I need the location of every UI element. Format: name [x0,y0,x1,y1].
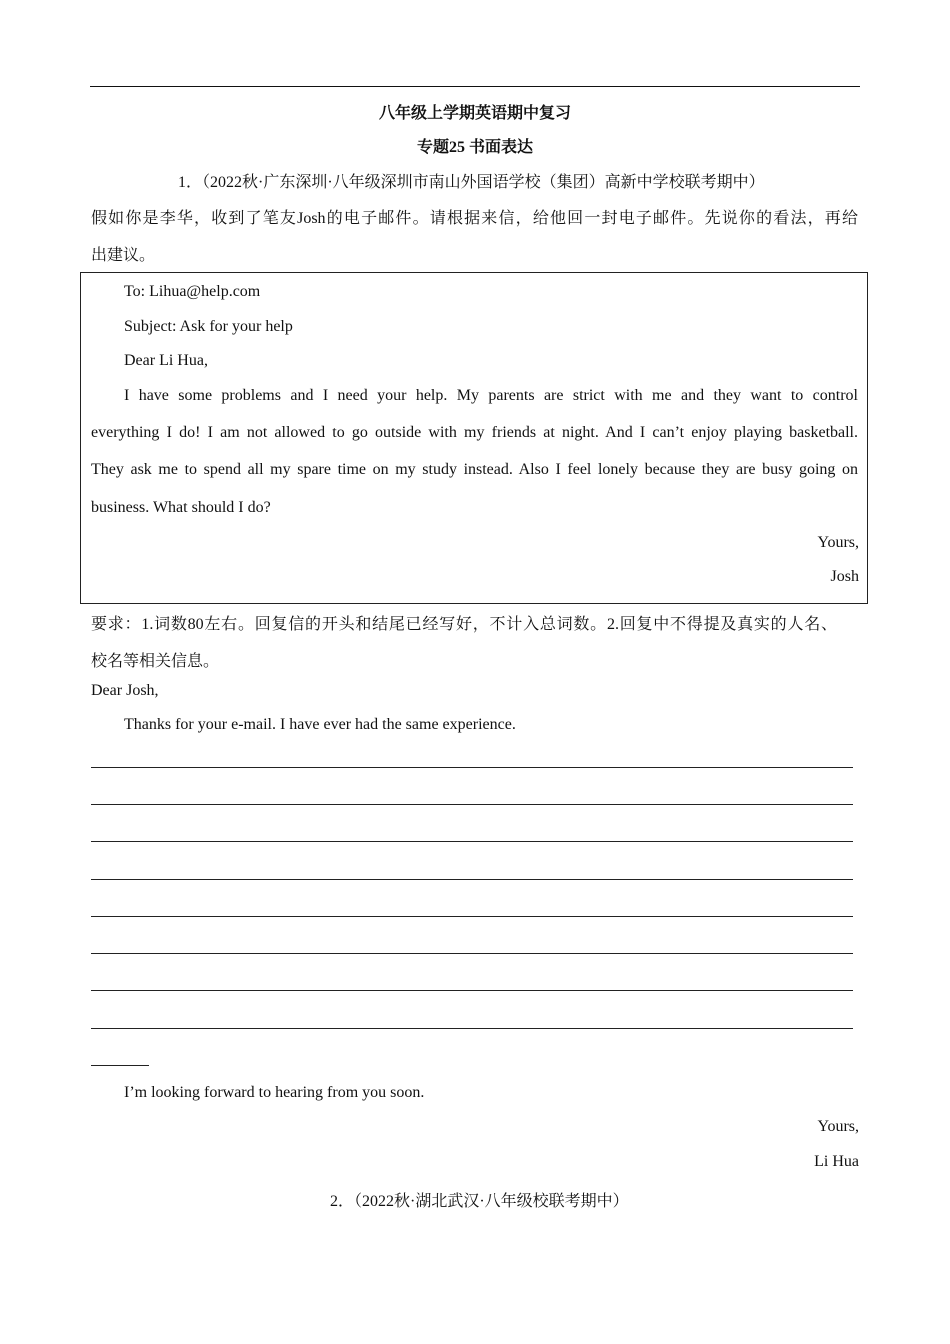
requirements-line-2: 校名等相关信息。 [91,653,220,670]
reply-closing: Yours, [817,1118,859,1135]
email-subject: Subject: Ask for your help [124,318,293,335]
email-closing: Yours, [817,534,859,551]
reply-signature: Li Hua [814,1153,859,1170]
top-rule [90,86,860,87]
answer-line[interactable] [91,916,853,917]
reply-opening: Thanks for your e-mail. I have ever had the same experience. [124,716,516,733]
email-to: To: Lihua@help.com [124,283,261,300]
answer-line[interactable] [91,1028,853,1029]
email-body-line-4: business. What should I do? [91,499,271,516]
reply-greeting: Dear Josh, [91,682,159,699]
email-body-line-1: I have some problems and I need your help. My parents are strict with me and they want to control [124,387,858,404]
reply-closing-sentence: I’m looking forward to hearing from you soon. [124,1084,425,1101]
answer-line[interactable] [91,990,853,991]
answer-line[interactable] [91,879,853,880]
email-body-line-3: They ask me to spend all my spare time on my study instead. Also I feel lonely because they are busy going on [91,461,858,478]
answer-line-short[interactable] [91,1065,149,1066]
requirements-line-1: 要求：1.词数80左右。回复信的开头和结尾已经写好，不计入总词数。2.回复中不得提及真实的人名、 [91,616,837,633]
email-greeting: Dear Li Hua, [124,352,208,369]
email-signature: Josh [830,568,859,585]
answer-line[interactable] [91,767,853,768]
page-subtitle: 专题25 书面表达 [416,139,533,156]
question-1-prompt-line-1: 假如你是李华，收到了笔友Josh的电子邮件。请根据来信，给他回一封电子邮件。先说你的看法，再给 [91,210,858,227]
question-1-prompt-line-2: 出建议。 [91,247,156,264]
answer-line[interactable] [91,953,853,954]
answer-line[interactable] [91,841,853,842]
question-1-source: 1．（2022秋·广东深圳·八年级深圳市南山外国语学校（集团）高新中学校联考期中） [178,174,765,191]
page-title: 八年级上学期英语期中复习 [378,105,571,122]
answer-line[interactable] [91,804,853,805]
question-2-source: 2．（2022秋·湖北武汉·八年级校联考期中） [330,1193,629,1210]
email-body-line-2: everything I do! I am not allowed to go outside with my friends at night. And I can’t enjoy playing basketball. [91,424,858,441]
